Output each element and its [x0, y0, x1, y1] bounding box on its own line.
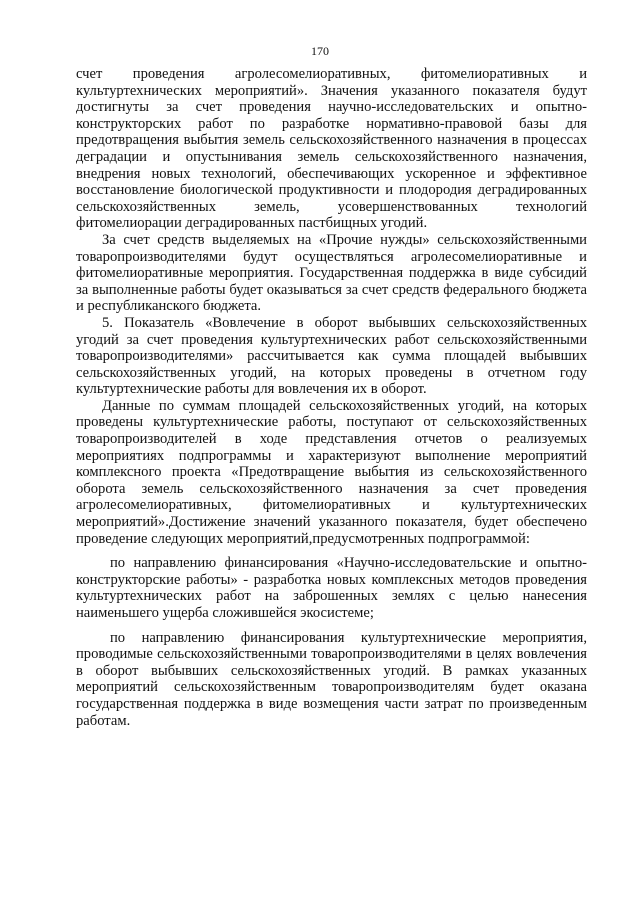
page-number: 170 — [311, 44, 329, 58]
paragraph-4: Данные по суммам площадей сельскохозяйственных угодий, на которых проведены культуртехнические работы, поступают от сельскохозяйственных товаропроизводителей в ходе представления отчетов о реализуемых мероприятиях подпрограммы и характеризуют выполнение мероприятий комплексного проекта «Предотвращение выбытия из сельскохозяйственного оборота земель сельскохозяйственного назначения за счет проведения агролесомелиоративных, фитомелиоративных и культуртехнических мероприятий».Достижение значений указанного показателя, будет обеспечено проведение следующих мероприятий,предусмотренных подпрограммой: — [76, 397, 587, 547]
paragraph-gap — [76, 547, 587, 555]
paragraph-5: по направлению финансирования «Научно-исследовательские и опытно-конструкторские работы» - разработка новых комплексных методов проведения культуртехнических работ на заброшенных землях с целью нанесения наименьшего ущерба сложившейся экосистеме; — [76, 555, 587, 621]
paragraph-6: по направлению финансирования культуртехнические мероприятия, проводимые сельскохозяйственными товаропроизводителями в целях вовлечения в оборот выбывших сельскохозяйственных угодий. В рамках указанных мероприятий сельскохозяйственным товаропроизводителям будет оказана государственная поддержка в виде возмещения части затрат по произведенным работам. — [76, 629, 587, 729]
paragraph-1: счет проведения агролесомелиоративных, фитомелиоративных и культуртехнических мероприятий». Значения указанного показателя будут достигнуты за счет проведения научно-исследовательских и опытно-конструкторских работ по разработке нормативно-правовой базы для предотвращения выбытия земель сельскохозяйственного назначения в процессах деградации и опустынивания земель сельскохозяйственного назначения, внедрения новых технологий, обеспечивающих ускоренное и эффективное восстановление биологической продуктивности и плодородия деградированных сельскохозяйственных земель, усовершенствованных технологий фитомелиорации деградированных пастбищных угодий. — [76, 66, 587, 232]
paragraph-3: 5. Показатель «Вовлечение в оборот выбывших сельскохозяйственных угодий за счет проведения культуртехнических работ сельскохозяйственными товаропроизводителями» рассчитывается как сумма площадей выбывших сельскохозяйственных угодий, на которых проведены в отчетном году культуртехнические работы для вовлечения их в оборот. — [76, 314, 587, 398]
paragraph-2: За счет средств выделяемых на «Прочие нужды» сельскохозяйственными товаропроизводителями будут осуществляться агролесомелиоративные и фитомелиоративные мероприятия. Государственная поддержка в виде субсидий за выполненные работы будет оказываться за счет средств федерального бюджета и республиканского бюджета. — [76, 231, 587, 315]
paragraph-gap — [76, 622, 587, 630]
document-body — [76, 66, 587, 729]
